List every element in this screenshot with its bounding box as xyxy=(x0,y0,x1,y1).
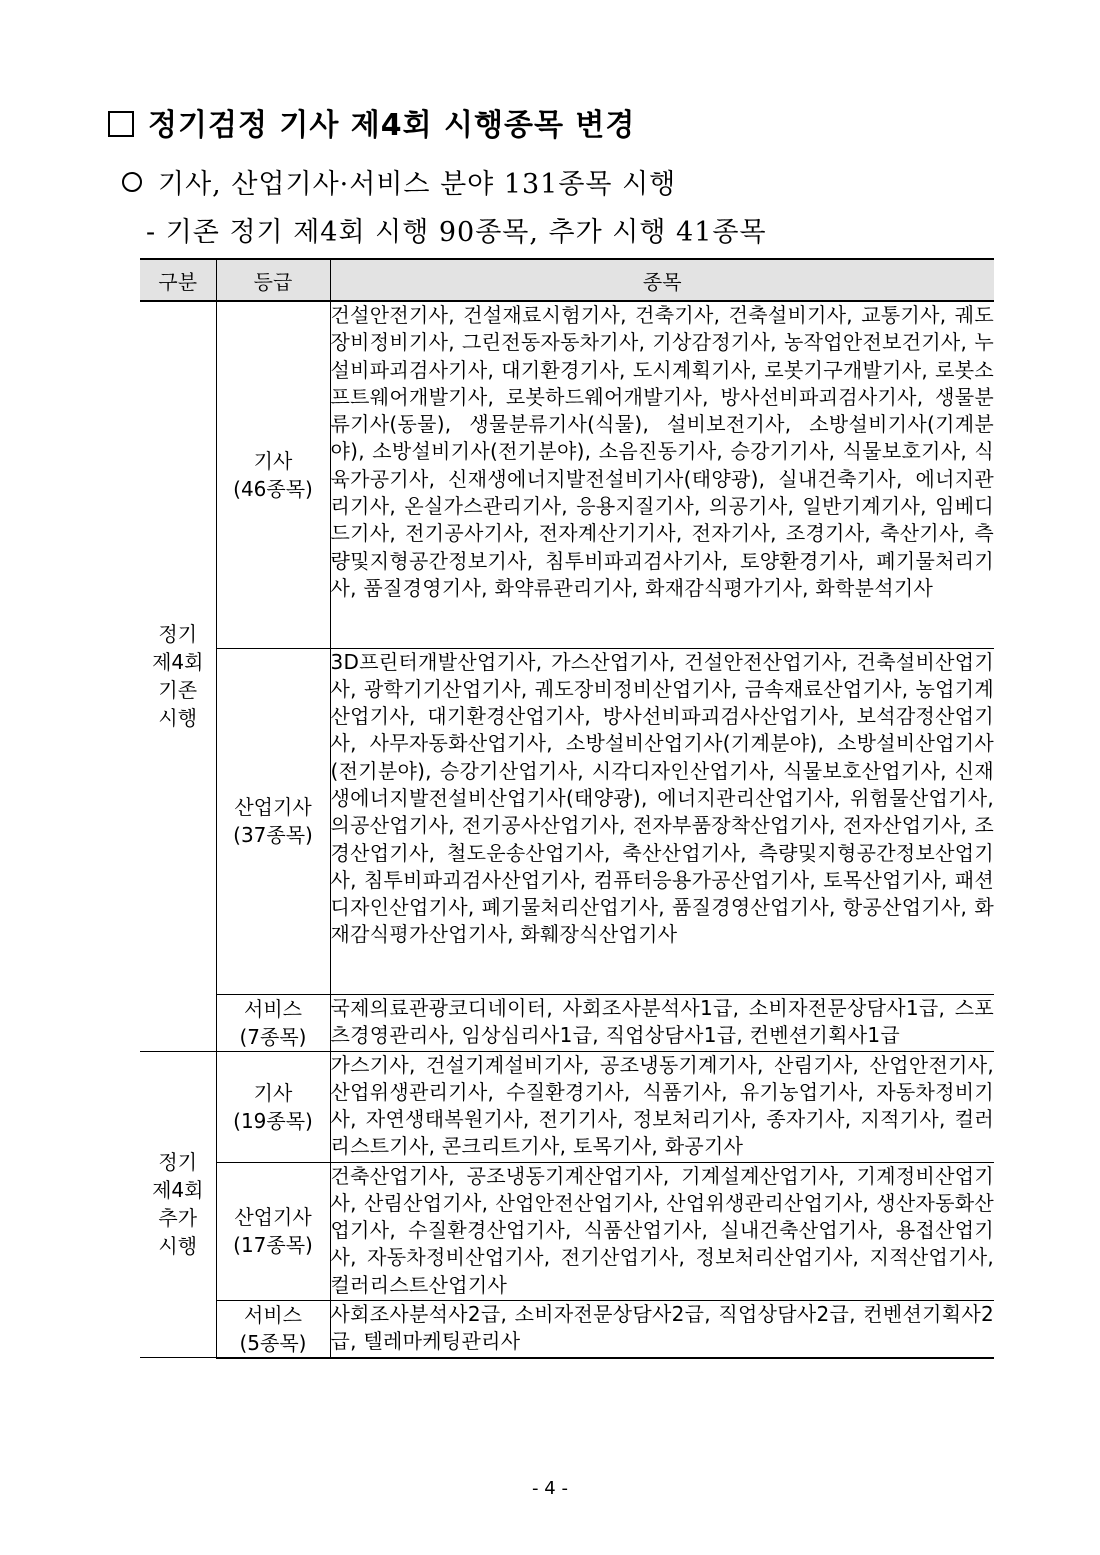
items-cell: 3D프린터개발산업기사, 가스산업기사, 건설안전산업기사, 건축설비산업기사, 광학기기산업기사, 궤도장비정비산업기사, 금속재료산업기사, 농업기계산업기사, 대기환경산업기사, 방사선비파괴검사산업기사, 보석감정산업기사, 사무자동화산업기사, 소방설비산업기사(기계분야), 소방설비산업기사(전기분야), 승강기산업기사, 시각디자인산업기사, 식물보호산업기사, 신재생에너지발전설비산업기사(태양광), 에너지관리산업기사, 위험물산업기사, 의공산업기사, 전기공사산업기사, 전자부품장착산업기사, 전자산업기사, 조경산업기사, 철도운송산업기사, 축산산업기사, 측량및지형공간정보산업기사, 침투비파괴검사산업기사, 컴퓨터응용가공산업기사, 토목산업기사, 패션디자인산업기사, 폐기물처리산업기사, 품질경영산업기사, 항공산업기사, 화재감식평가산업기사, 화훼장식산업기사 xyxy=(330,648,994,994)
grade-cell: 기사 (46종목) xyxy=(216,301,330,648)
items-cell: 건설안전기사, 건설재료시험기사, 건축기사, 건축설비기사, 교통기사, 궤도장비정비기사, 그린전동자동차기사, 기상감정기사, 농작업안전보건기사, 누설비파괴검사기사, 대기환경기사, 도시계획기사, 로봇기구개발기사, 로봇소프트웨어개발기사, 로봇하드웨어개발기사, 방사선비파괴검사기사, 생물분류기사(동물), 생물분류기사(식물), 설비보전기사, 소방설비기사(기계분야), 소방설비기사(전기분야), 소음진동기사, 승강기기사, 식물보호기사, 식육가공기사, 신재생에너지발전설비기사(태양광), 실내건축기사, 에너지관리기사, 온실가스관리기사, 응용지질기사, 의공기사, 일반기계기사, 임베디드기사, 전기공사기사, 전자계산기기사, 전자기사, 조경기사, 축산기사, 측량및지형공간정보기사, 침투비파괴검사기사, 토양환경기사, 폐기물처리기사, 품질경영기사, 화약류관리기사, 화재감식평가기사, 화학분석기사 xyxy=(330,301,994,648)
header-grade: 등급 xyxy=(216,259,330,301)
grade-cell: 기사 (19종목) xyxy=(216,1051,330,1162)
group-label-existing: 정기 제4회 기존 시행 xyxy=(140,301,216,1051)
table-row xyxy=(140,1051,994,1162)
grade-cell: 산업기사 (17종목) xyxy=(216,1162,330,1300)
header-category: 구분 xyxy=(140,259,216,301)
items-cell: 국제의료관광코디네이터, 사회조사분석사1급, 소비자전문상담사1급, 스포츠경영관리사, 임상심리사1급, 직업상담사1급, 컨벤션기획사1급 xyxy=(330,994,994,1051)
items-cell: 사회조사분석사2급, 소비자전문상담사2급, 직업상담사2급, 컨벤션기획사2급, 텔레마케팅관리사 xyxy=(330,1300,994,1358)
items-cell: 건축산업기사, 공조냉동기계산업기사, 기계설계산업기사, 기계정비산업기사, 산림산업기사, 산업안전산업기사, 산업위생관리산업기사, 생산자동화산업기사, 수질환경산업기사, 식품산업기사, 실내건축산업기사, 용접산업기사, 자동차정비산업기사, 전기산업기사, 정보처리산업기사, 지적산업기사, 컬러리스트산업기사 xyxy=(330,1162,994,1300)
table-row xyxy=(140,301,994,648)
header-items: 종목 xyxy=(330,259,994,301)
summary-line-text: 기사, 산업기사·서비스 분야 131종목 시행 xyxy=(158,169,677,200)
section-title xyxy=(108,100,635,144)
circle-bullet-icon xyxy=(122,172,142,192)
subjects-table xyxy=(140,258,994,1359)
grade-cell: 산업기사 (37종목) xyxy=(216,648,330,994)
grade-cell: 서비스 (7종목) xyxy=(216,994,330,1051)
table-row xyxy=(140,1300,994,1358)
items-cell: 가스기사, 건설기계설비기사, 공조냉동기계기사, 산림기사, 산업안전기사, 산업위생관리기사, 수질환경기사, 식품기사, 유기농업기사, 자동차정비기사, 자연생태복원기사, 전기기사, 정보처리기사, 종자기사, 지적기사, 컬러리스트기사, 콘크리트기사, 토목기사, 화공기사 xyxy=(330,1051,994,1162)
checkbox-square-icon xyxy=(108,111,134,137)
group-label-added: 정기 제4회 추가 시행 xyxy=(140,1051,216,1358)
table-row xyxy=(140,648,994,994)
section-title-text: 정기검정 기사 제4회 시행종목 변경 xyxy=(148,108,636,143)
summary-line xyxy=(122,162,676,201)
grade-cell: 서비스 (5종목) xyxy=(216,1300,330,1358)
table-row xyxy=(140,1162,994,1300)
table-row xyxy=(140,994,994,1051)
table-header-row xyxy=(140,259,994,301)
page-number: - 4 - xyxy=(532,1478,568,1499)
detail-line: - 기존 정기 제4회 시행 90종목, 추가 시행 41종목 xyxy=(146,217,767,248)
